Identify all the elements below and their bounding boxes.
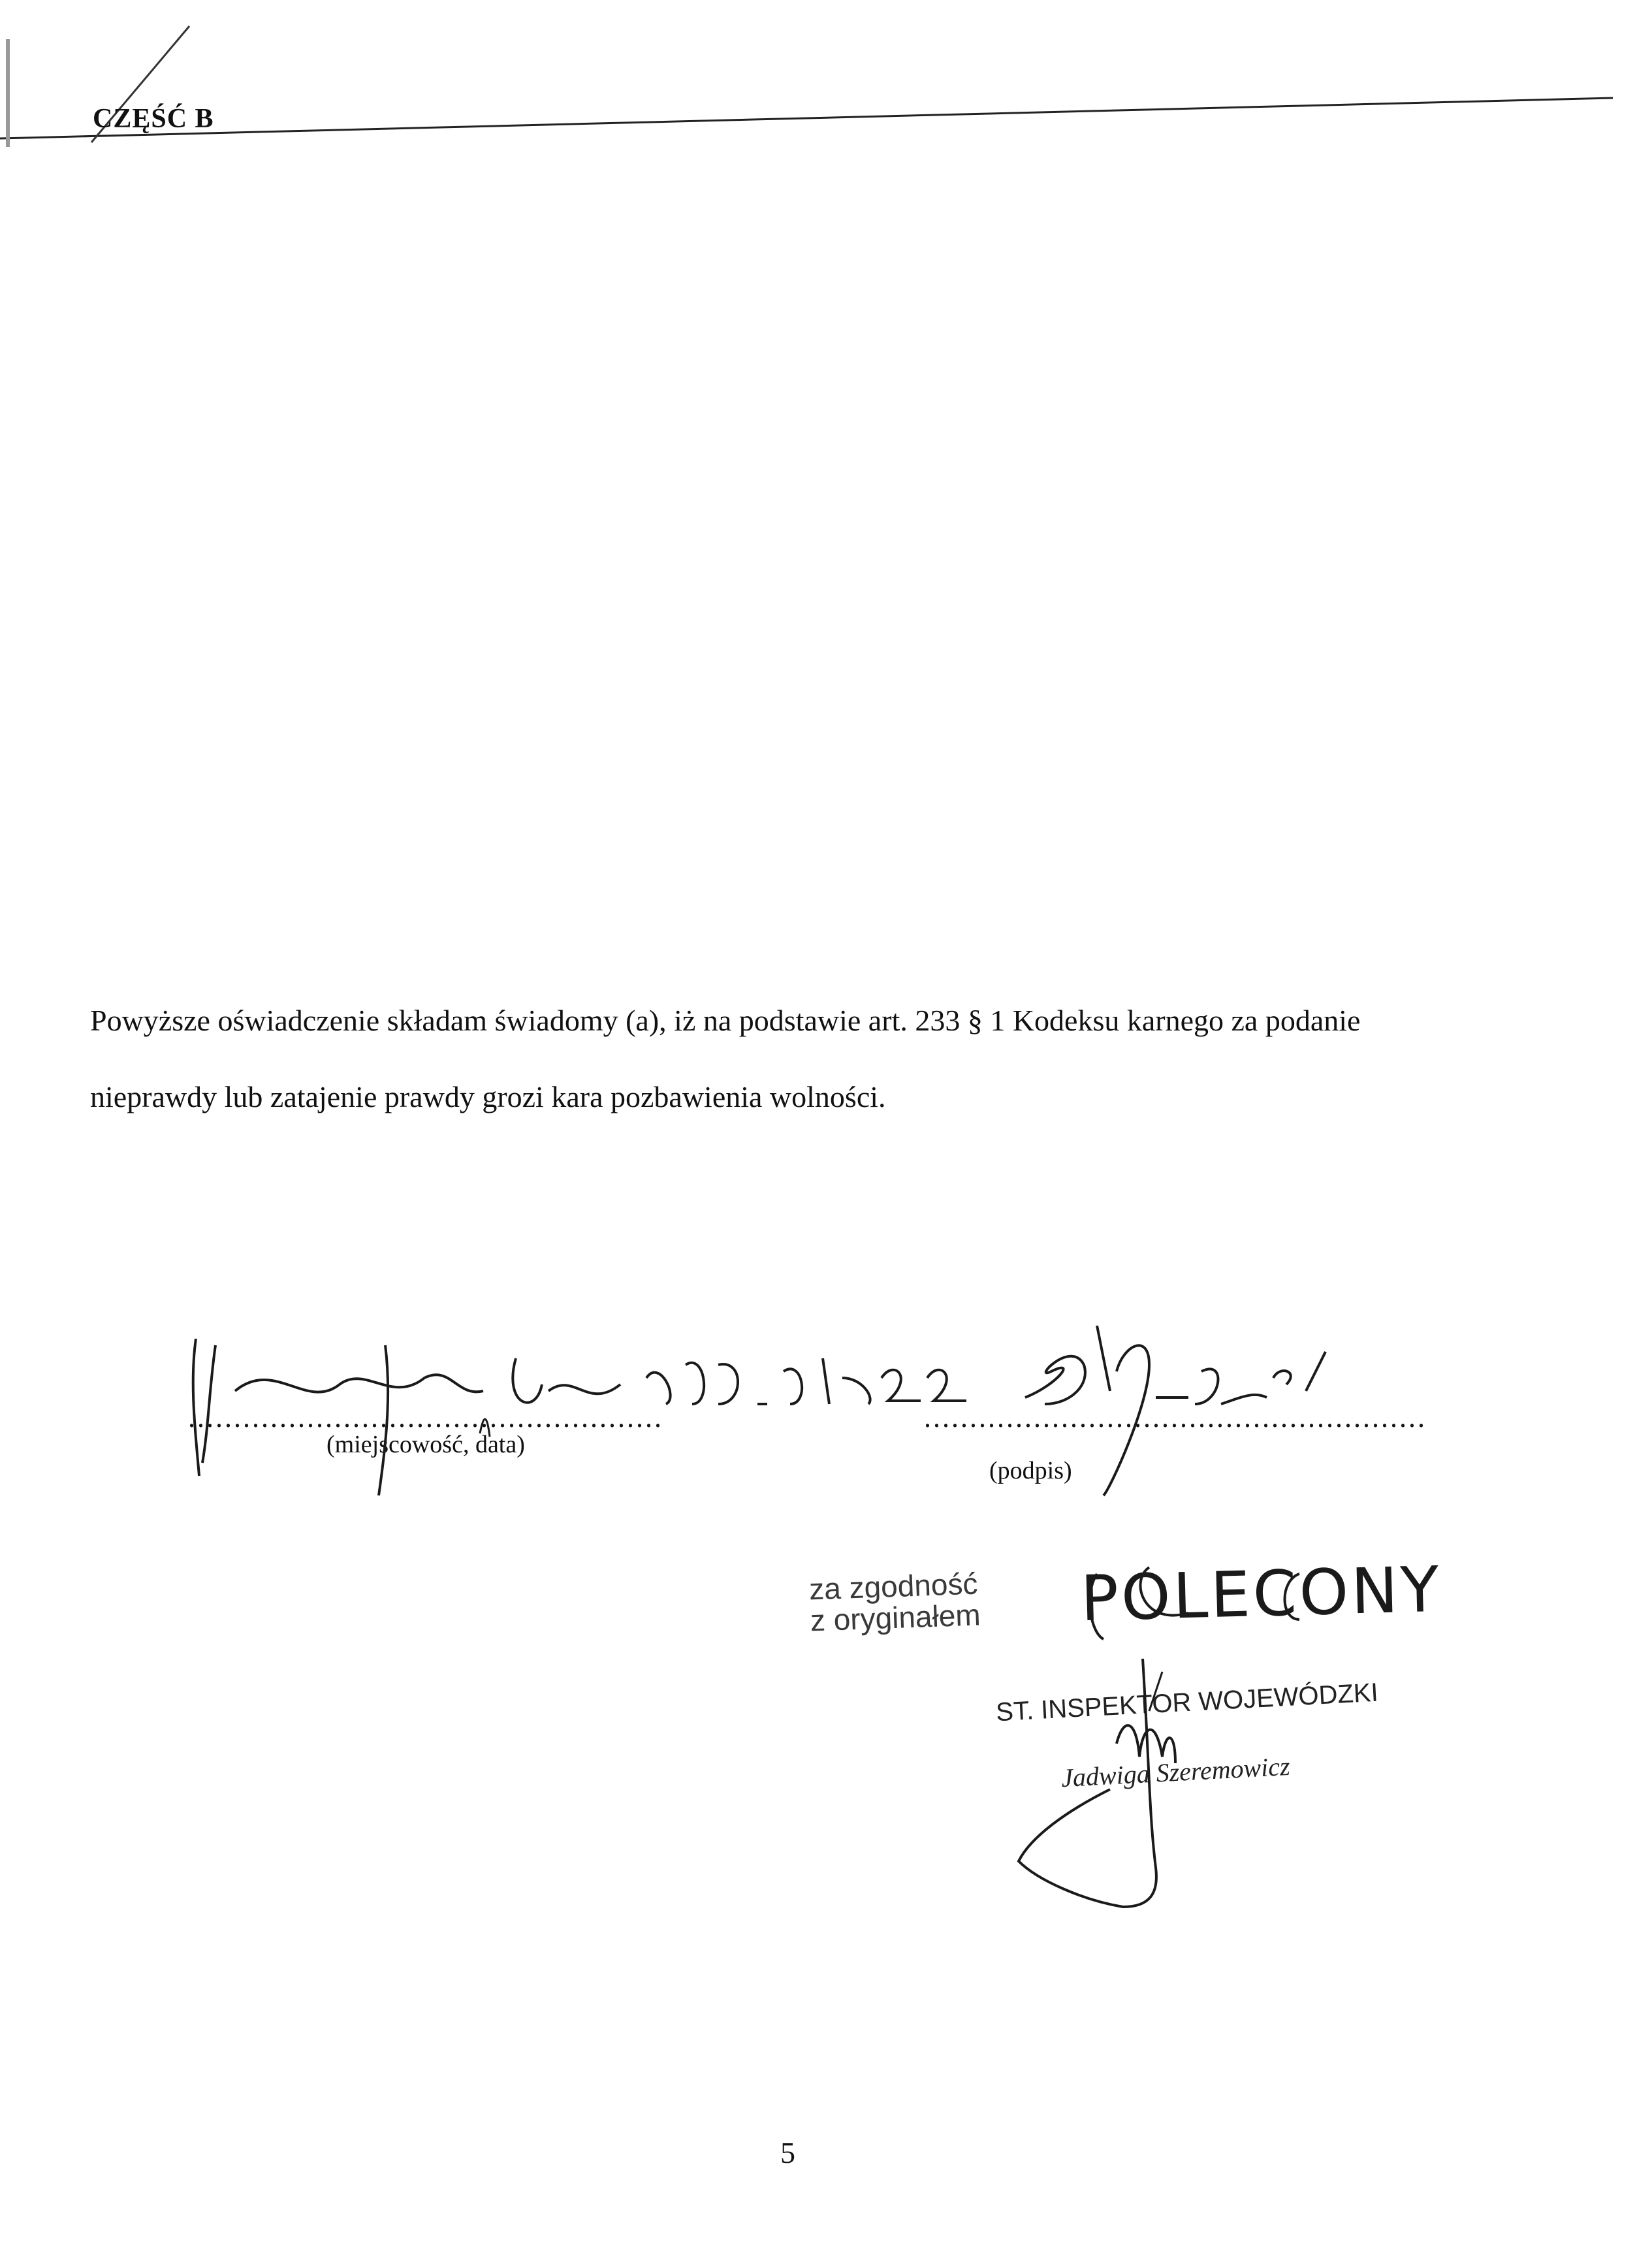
section-title: CZĘŚĆ B [93,104,214,134]
signature-caption: (podpis) [989,1457,1072,1484]
official-name-stamp: Jadwiga Szeremowicz [1060,1751,1291,1793]
certify-stamp-line-1: za zgodność [808,1566,979,1606]
registered-mail-stamp: POLECONY [1079,1552,1443,1636]
certify-stamp-line-2: z oryginałem [810,1597,981,1638]
inspector-signature-stroke [1019,1659,1156,1907]
official-title-stamp: ST. INSPEKTOR WOJEWÓDZKI [995,1678,1379,1727]
inspector-signature-stroke [1117,1725,1175,1763]
place-date-caption: (miejscowość, data) [326,1431,525,1458]
inspector-signature-stroke [1149,1672,1162,1711]
inspector-signature-stroke [1090,1567,1299,1639]
page-number: 5 [780,2136,795,2169]
signature-field: ....................................................... [924,1401,1427,1433]
statement-line-1: Powyższe oświadczenie składam świadomy (a), iż na podstawie art. 233 § 1 Kodeksu karnego za podanie [90,1004,1361,1037]
place-date-field: .................................................... [188,1401,663,1433]
statement-line-2: nieprawdy lub zatajenie prawdy grozi kara pozbawienia wolności. [90,1080,886,1113]
